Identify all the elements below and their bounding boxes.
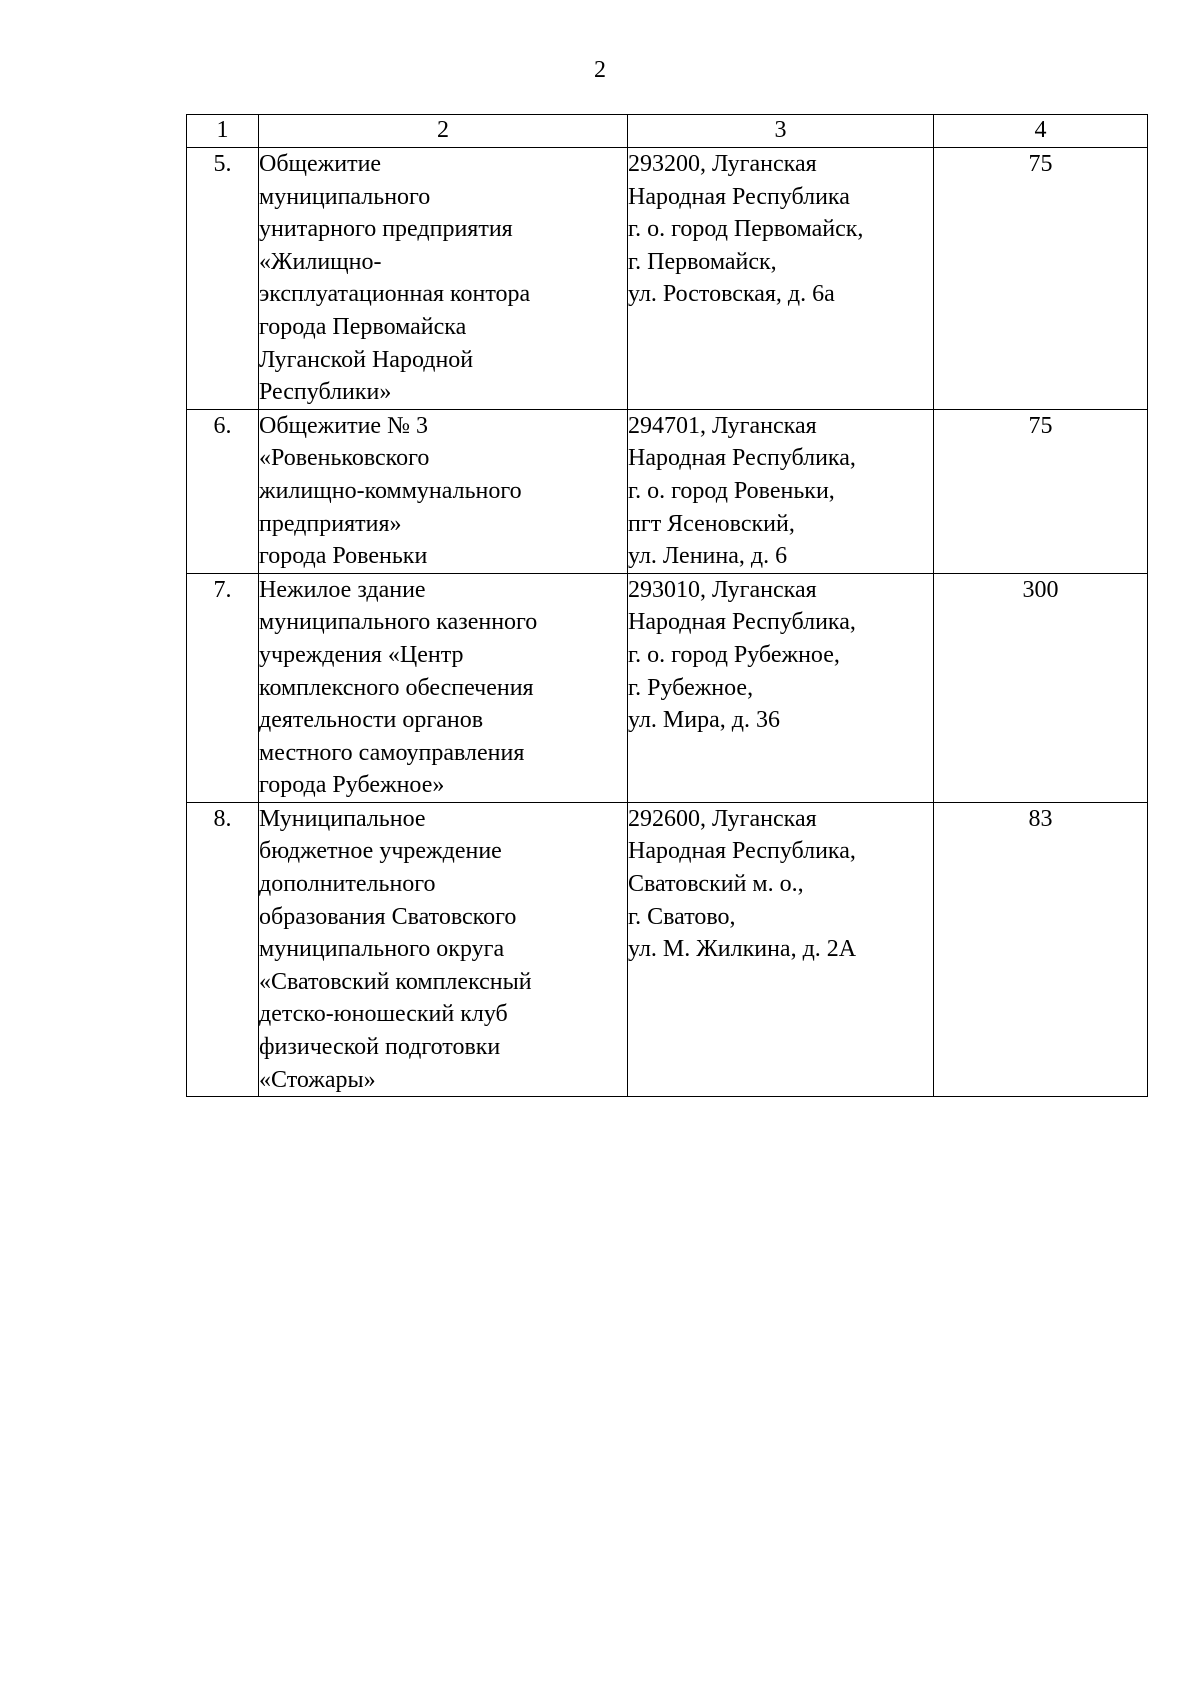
row-number: 8.	[187, 802, 259, 1096]
table-row	[187, 573, 1148, 802]
facility-name-line: города Ровеньки	[259, 543, 428, 570]
column-header: 1	[187, 115, 259, 148]
facility-name-line: Муниципальное	[259, 805, 426, 832]
facility-name	[259, 802, 628, 1096]
facility-address-line: г. Рубежное,	[628, 674, 754, 701]
facility-address-line: г. о. город Рубежное,	[628, 641, 840, 668]
facility-address-line: 293200, Луганская	[628, 151, 817, 177]
facility-address-line: ул. Мира, д. 36	[628, 707, 780, 734]
facility-address-line: 293010, Луганская	[628, 576, 817, 603]
facility-name-line: города Рубежное»	[259, 772, 445, 799]
facility-name	[259, 148, 628, 410]
facility-name-line: муниципального казенного	[259, 609, 538, 636]
facility-name-line: Общежитие № 3	[259, 412, 428, 439]
facility-name-line: муниципального округа	[259, 936, 505, 963]
facility-name	[259, 573, 628, 802]
page-number: 2	[594, 57, 606, 83]
facility-name-line: Нежилое здание	[259, 576, 426, 603]
facility-address-line: 294701, Луганская	[628, 412, 817, 439]
facility-name-line: учреждения «Центр	[259, 641, 464, 668]
facility-name-line: унитарного предприятия	[259, 216, 513, 243]
facility-name-line: физической подготовки	[259, 1034, 501, 1061]
facility-name-line: жилищно-коммунального	[259, 477, 522, 504]
facility-name-line: муниципального	[259, 183, 431, 210]
facility-address-line: Народная Республика,	[628, 609, 856, 636]
table-row	[187, 802, 1148, 1096]
facility-name-line: Общежитие	[259, 151, 382, 177]
facility-name-line: образования Сватовского	[259, 903, 517, 930]
facility-address	[628, 802, 934, 1096]
facility-address-line: г. Сватово,	[628, 903, 736, 930]
facility-address-line: г. о. город Первомайск,	[628, 216, 864, 243]
row-number: 6.	[187, 409, 259, 573]
facility-name-line: детско-юношеский клуб	[259, 1001, 508, 1028]
column-header: 3	[628, 115, 934, 148]
facility-value: 75	[934, 148, 1148, 410]
facility-name-line: бюджетное учреждение	[259, 838, 502, 865]
facility-value: 75	[934, 409, 1148, 573]
facility-name-line: предприятия»	[259, 510, 402, 537]
row-number: 5.	[187, 148, 259, 410]
facilities-table	[186, 114, 1148, 1097]
facility-name-line: Луганской Народной	[259, 346, 474, 373]
facility-address-line: Сватовский м. о.,	[628, 871, 804, 898]
facility-address-line: пгт Ясеновский,	[628, 510, 795, 537]
facility-name-line: «Стожары»	[259, 1066, 376, 1093]
row-number: 7.	[187, 573, 259, 802]
facility-address	[628, 573, 934, 802]
facility-name-line: местного самоуправления	[259, 739, 525, 766]
facility-name	[259, 409, 628, 573]
facility-name-line: дополнительного	[259, 871, 436, 898]
table-row	[187, 148, 1148, 410]
facility-address-line: ул. Ленина, д. 6	[628, 543, 788, 570]
facility-name-line: «Ровеньковского	[259, 445, 430, 472]
column-header: 4	[934, 115, 1148, 148]
facility-value: 300	[934, 573, 1148, 802]
facility-address-line: Народная Республика,	[628, 838, 856, 865]
facility-name-line: комплексного обеспечения	[259, 674, 534, 701]
table-header-row	[187, 115, 1148, 148]
facility-address-line: г. Первомайск,	[628, 248, 777, 275]
column-header: 2	[259, 115, 628, 148]
facility-address-line: ул. М. Жилкина, д. 2А	[628, 936, 857, 963]
facility-address-line: 292600, Луганская	[628, 805, 817, 832]
facility-name-line: эксплуатационная контора	[259, 281, 531, 308]
facility-address-line: Народная Республика,	[628, 445, 856, 472]
facility-address	[628, 409, 934, 573]
facility-name-line: Республики»	[259, 379, 392, 406]
facility-value: 83	[934, 802, 1148, 1096]
facility-name-line: деятельности органов	[259, 707, 484, 734]
facility-name-line: «Сватовский комплексный	[259, 968, 532, 995]
facility-address	[628, 148, 934, 410]
table-row	[187, 409, 1148, 573]
facility-address-line: Народная Республика	[628, 183, 850, 210]
facility-name-line: города Первомайска	[259, 313, 467, 340]
facility-address-line: г. о. город Ровеньки,	[628, 477, 835, 504]
facility-name-line: «Жилищно-	[259, 248, 382, 275]
facility-address-line: ул. Ростовская, д. 6а	[628, 281, 835, 308]
